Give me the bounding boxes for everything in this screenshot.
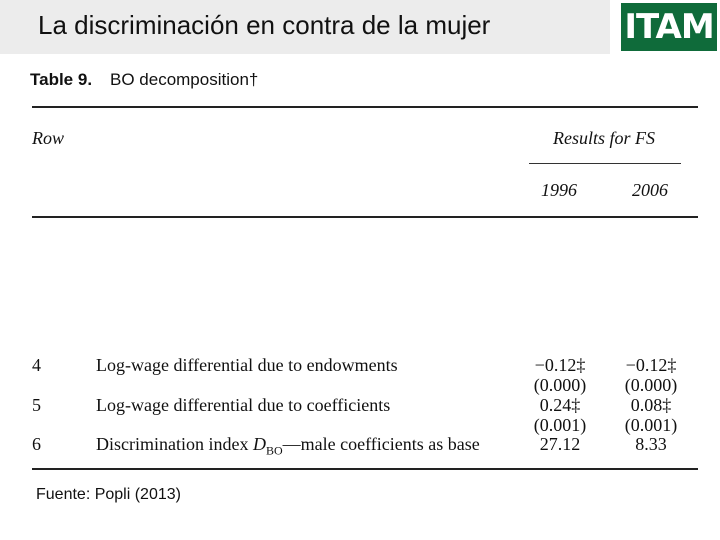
row-label: [96, 434, 480, 459]
row-label: Log-wage differential due to endowments: [96, 355, 398, 375]
value-2006: 0.08‡: [630, 395, 672, 415]
se-2006: (0.000): [624, 375, 678, 395]
source-note: Fuente: Popli (2013): [36, 486, 181, 503]
row-number: 5: [32, 395, 41, 415]
index-subscript: BO: [265, 443, 283, 458]
year-header-1996: 1996: [541, 180, 577, 200]
header-rule: [32, 216, 698, 218]
se-1996: (0.001): [533, 415, 587, 435]
se-2006: (0.001): [624, 415, 678, 435]
year-header-2006: 2006: [632, 180, 668, 200]
row-column-header: Row: [32, 128, 65, 148]
se-1996: (0.000): [533, 375, 587, 395]
slide-title: La discriminación en contra de la mujer: [38, 10, 491, 40]
itam-logo: ITAM: [621, 3, 717, 51]
row-number: 4: [32, 355, 41, 375]
row-label-text: Discrimination index: [96, 434, 253, 454]
value-1996: 27.12: [539, 434, 581, 454]
results-group-header: Results for FS: [553, 128, 655, 148]
index-symbol: D: [252, 434, 266, 454]
row-number: 6: [32, 434, 41, 454]
table-caption-label: Table 9.: [30, 70, 93, 89]
value-2006: 8.33: [635, 434, 667, 454]
bottom-rule: [32, 468, 698, 470]
value-1996: 0.24‡: [539, 395, 581, 415]
row-label: Log-wage differential due to coefficients: [96, 395, 391, 415]
top-rule: [32, 106, 698, 108]
value-2006: −0.12‡: [625, 355, 677, 375]
group-header-rule: [529, 163, 681, 164]
row-label-suffix: —male coefficients as base: [282, 434, 480, 454]
table-caption-title: BO decomposition†: [110, 70, 259, 89]
value-1996: −0.12‡: [534, 355, 586, 375]
